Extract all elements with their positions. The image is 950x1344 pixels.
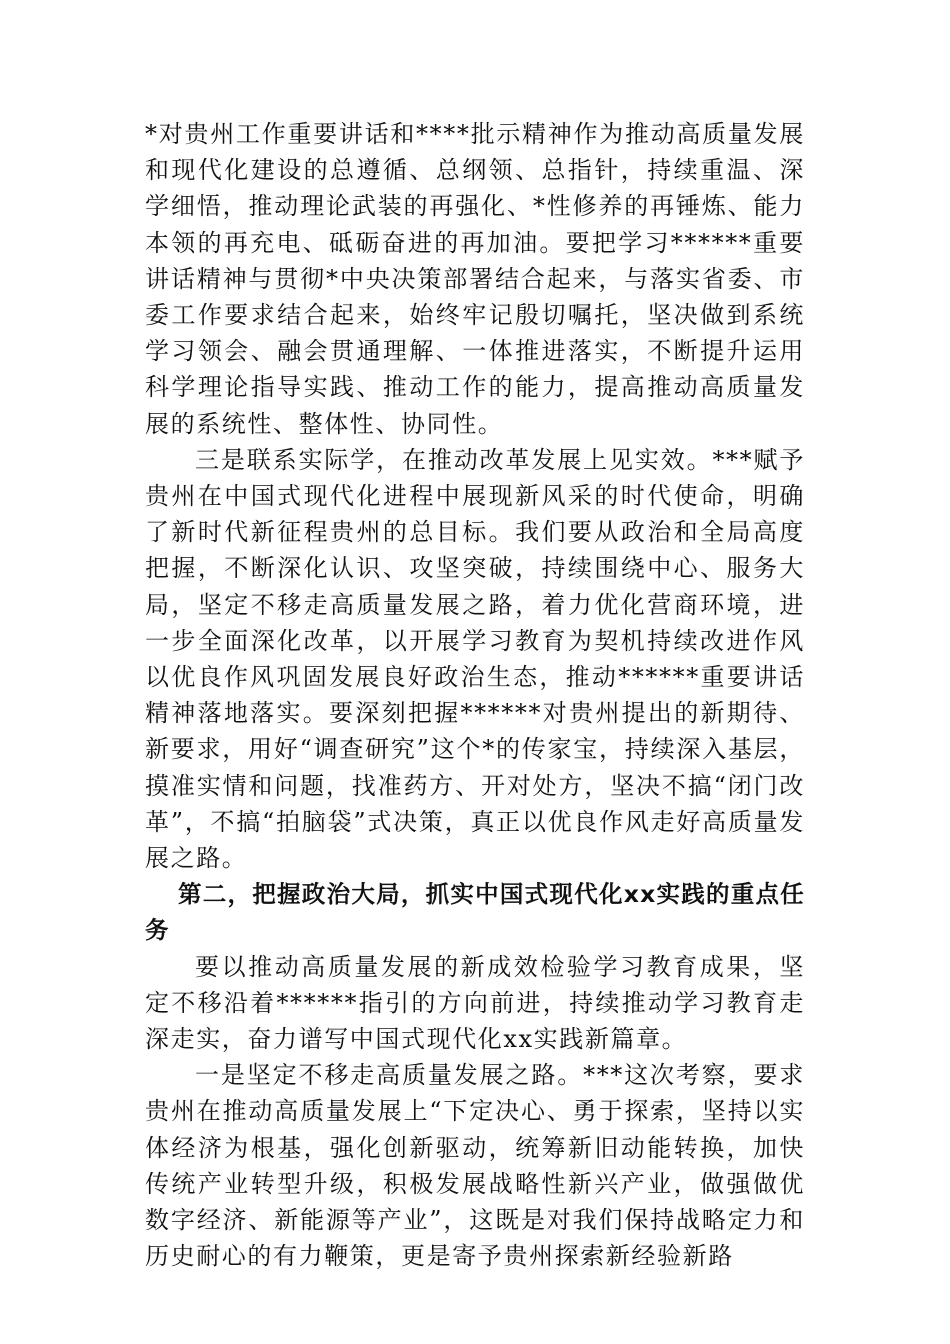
paragraph-section-intro: 要以推动高质量发展的新成效检验学习教育成果，坚定不移沿着******指引的方向前进，持续推动学习教育走深走实，奋力谱写中国式现代化xx实践新篇章。: [145, 952, 805, 1054]
section-heading-second: 第二，把握政治大局，抓实中国式现代化xx实践的重点任务: [145, 880, 805, 945]
paragraph-point-one: 一是坚定不移走高质量发展之路。***这次考察，要求贵州在推动高质量发展上“下定决心、勇于探索，坚持以实体经济为根基，强化创新驱动，统筹新旧动能转换，加快传统产业转型升级，积极发展战略性新兴产业，做强做优数字经济、新能源等产业”，这既是对我们保持战略定力和历史耐心的有力鞭策，更是寄予贵州探索新经验新路: [145, 1061, 805, 1271]
paragraph-continuation: *对贵州工作重要讲话和****批示精神作为推动高质量发展和现代化建设的总遵循、总纲领、总指针，持续重温、深学细悟，推动理论武装的再强化、*性修养的再锤炼、能力本领的再充电、砥砺奋进的再加油。要把学习******重要讲话精神与贯彻*中央决策部署结合起来，与落实省委、市委工作要求结合起来，始终牢记殷切嘱托，坚决做到系统学习领会、融会贯通理解、一体推进落实，不断提升运用科学理论指导实践、推动工作的能力，提高推动高质量发展的系统性、整体性、协同性。: [145, 120, 805, 438]
paragraph-point-three: 三是联系实际学，在推动改革发展上见实效。***赋予贵州在中国式现代化进程中展现新风采的时代使命，明确了新时代新征程贵州的总目标。我们要从政治和全局高度把握，不断深化认识、攻坚突破，持续围绕中心、服务大局，坚定不移走高质量发展之路，着力优化营商环境，进一步全面深化改革，以开展学习教育为契机持续改进作风以优良作风巩固发展良好政治生态，推动******重要讲话精神落地落实。要深刻把握******对贵州提出的新期待、新要求，用好“调查研究”这个*的传家宝，持续深入基层，摸准实情和问题，找准药方、开对处方，坚决不搞“闭门改革”，不搞“拍脑袋”式决策，真正以优良作风走好高质量发展之路。: [145, 445, 805, 873]
document-body: [145, 116, 805, 1275]
